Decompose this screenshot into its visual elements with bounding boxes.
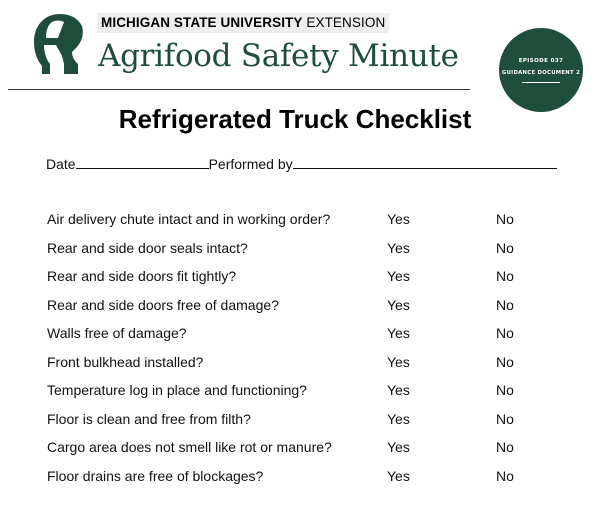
checklist-question: Front bulkhead installed? [47, 354, 204, 370]
no-option[interactable]: No [496, 354, 514, 370]
checklist-row [0, 439, 600, 459]
page-title: Refrigerated Truck Checklist [118, 104, 472, 134]
checklist-question: Cargo area does not smell like rot or manure? [47, 439, 332, 455]
spartan-helmet-icon [30, 12, 86, 76]
no-option[interactable]: No [496, 297, 514, 313]
header-divider [8, 89, 470, 90]
checklist-row [0, 468, 600, 488]
checklist-row [0, 297, 600, 317]
performed-by-label: Performed by [208, 156, 293, 172]
checklist-row [0, 240, 600, 260]
brand-title: Agrifood Safety Minute [98, 38, 459, 74]
checklist-question: Floor is clean and free from filth? [47, 411, 251, 427]
yes-option[interactable]: Yes [387, 240, 410, 256]
no-option[interactable]: No [496, 240, 514, 256]
checklist-question: Rear and side door seals intact? [47, 240, 248, 256]
no-option[interactable]: No [496, 268, 514, 284]
date-label: Date [46, 156, 76, 172]
form-header [46, 154, 557, 172]
checklist-row [0, 354, 600, 374]
yes-option[interactable]: Yes [387, 354, 410, 370]
no-option[interactable]: No [496, 468, 514, 484]
checklist-question: Walls free of damage? [47, 325, 187, 341]
yes-option[interactable]: Yes [387, 411, 410, 427]
no-option[interactable]: No [496, 382, 514, 398]
checklist-question: Rear and side doors free of damage? [47, 297, 279, 313]
checklist-question: Air delivery chute intact and in working order? [47, 211, 331, 227]
checklist-row [0, 411, 600, 431]
checklist-question: Rear and side doors fit tightly? [47, 268, 237, 284]
no-option[interactable]: No [496, 211, 514, 227]
yes-option[interactable]: Yes [387, 297, 410, 313]
org-name: MICHIGAN STATE UNIVERSITY EXTENSION [97, 13, 389, 33]
yes-option[interactable]: Yes [387, 325, 410, 341]
yes-option[interactable]: Yes [387, 382, 410, 398]
checklist-row [0, 268, 600, 288]
badge-divider [522, 82, 560, 83]
date-field[interactable] [76, 154, 209, 169]
checklist-row [0, 382, 600, 402]
checklist-row [0, 211, 600, 231]
yes-option[interactable]: Yes [387, 439, 410, 455]
badge-document: GUIDANCE DOCUMENT 2 [501, 69, 581, 76]
yes-option[interactable]: Yes [387, 211, 410, 227]
checklist-question: Floor drains are free of blockages? [47, 468, 264, 484]
performed-by-field[interactable] [293, 154, 557, 169]
checklist-row [0, 325, 600, 345]
checklist-question: Temperature log in place and functioning? [47, 382, 307, 398]
badge-episode: EPISODE 037 [518, 57, 564, 64]
no-option[interactable]: No [496, 411, 514, 427]
yes-option[interactable]: Yes [387, 268, 410, 284]
yes-option[interactable]: Yes [387, 468, 410, 484]
no-option[interactable]: No [496, 439, 514, 455]
episode-badge [499, 28, 583, 112]
no-option[interactable]: No [496, 325, 514, 341]
